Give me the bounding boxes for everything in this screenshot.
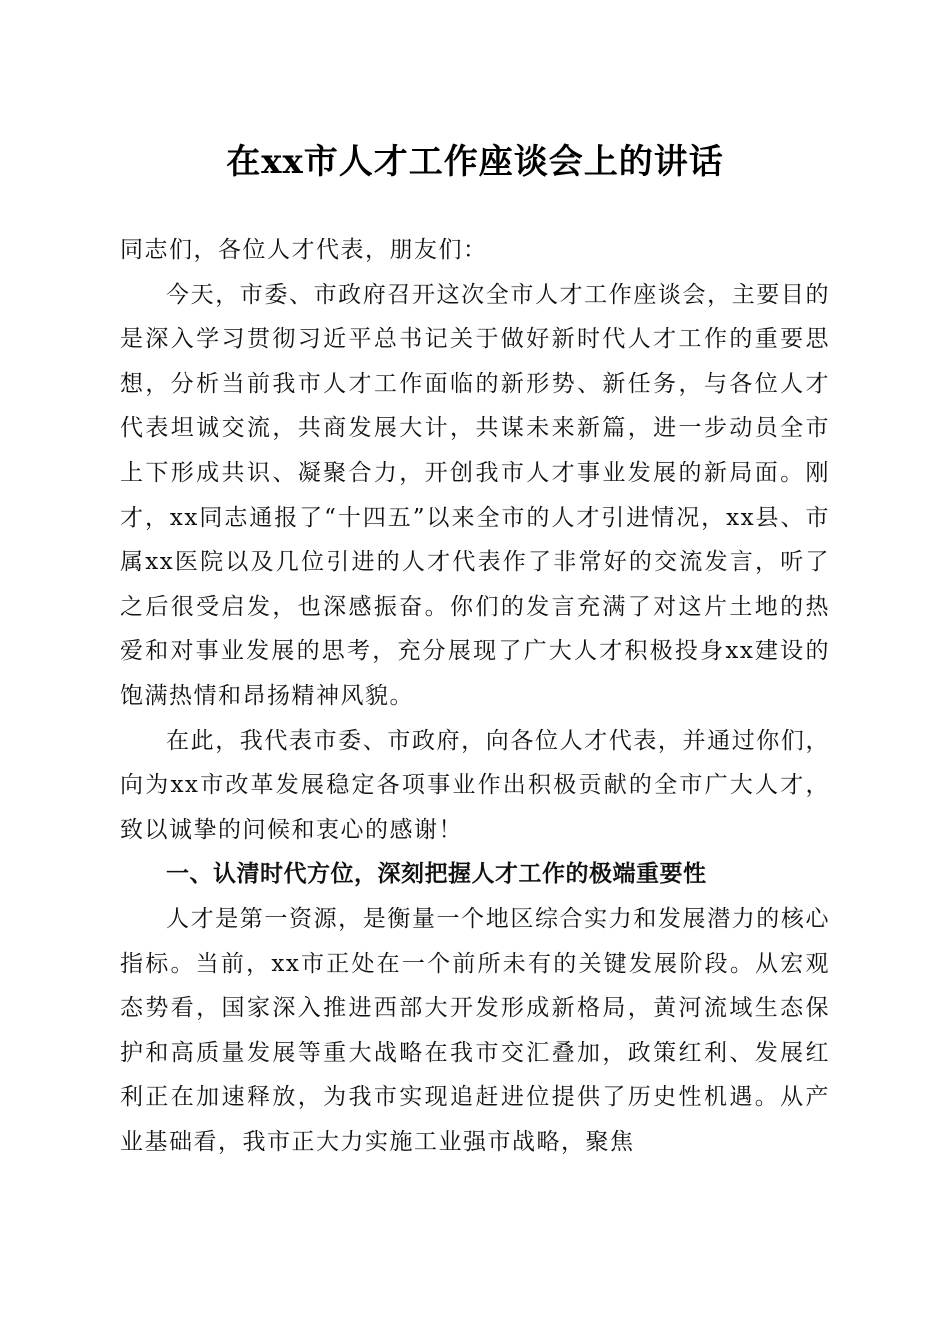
- section-heading-1: 一、认清时代方位，深刻把握人才工作的极端重要性: [166, 861, 707, 888]
- salutation: 同志们，各位人才代表，朋友们：: [120, 237, 488, 263]
- paragraph-section-1: 人才是第一资源，是衡量一个地区综合实力和发展潜力的核心指标。当前，xx市正处在一个前所未有的关键发展阶段。从宏观态势看，国家深入推进西部大开发形成新格局，黄河流域生态保护和高质量发展等重大战略在我市交汇叠加，政策红利、发展红利正在加速释放，为我市实现追赶进位提供了历史性机遇。从产业基础看，我市正大力实施工业强市战略，聚焦: [120, 905, 830, 1155]
- document-title: 在xx市人才工作座谈会上的讲话: [226, 142, 724, 182]
- document-page: [120, 0, 830, 1164]
- paragraph-greeting: 在此，我代表市委、市政府，向各位人才代表，并通过你们，向为xx市改革发展稳定各项事业作出积极贡献的全市广大人才，致以诚挚的问候和衷心的感谢！: [120, 727, 830, 843]
- paragraph-opening: 今天，市委、市政府召开这次全市人才工作座谈会，主要目的是深入学习贯彻习近平总书记关于做好新时代人才工作的重要思想，分析当前我市人才工作面临的新形势、新任务，与各位人才代表坦诚交流，共商发展大计，共谋未来新篇，进一步动员全市上下形成共识、凝聚合力，开创我市人才事业发展的新局面。刚才，xx同志通报了“十四五”以来全市的人才引进情况，xx县、市属xx医院以及几位引进的人才代表作了非常好的交流发言，听了之后很受启发，也深感振奋。你们的发言充满了对这片土地的热爱和对事业发展的思考，充分展现了广大人才积极投身xx建设的饱满热情和昂扬精神风貌。: [120, 281, 830, 709]
